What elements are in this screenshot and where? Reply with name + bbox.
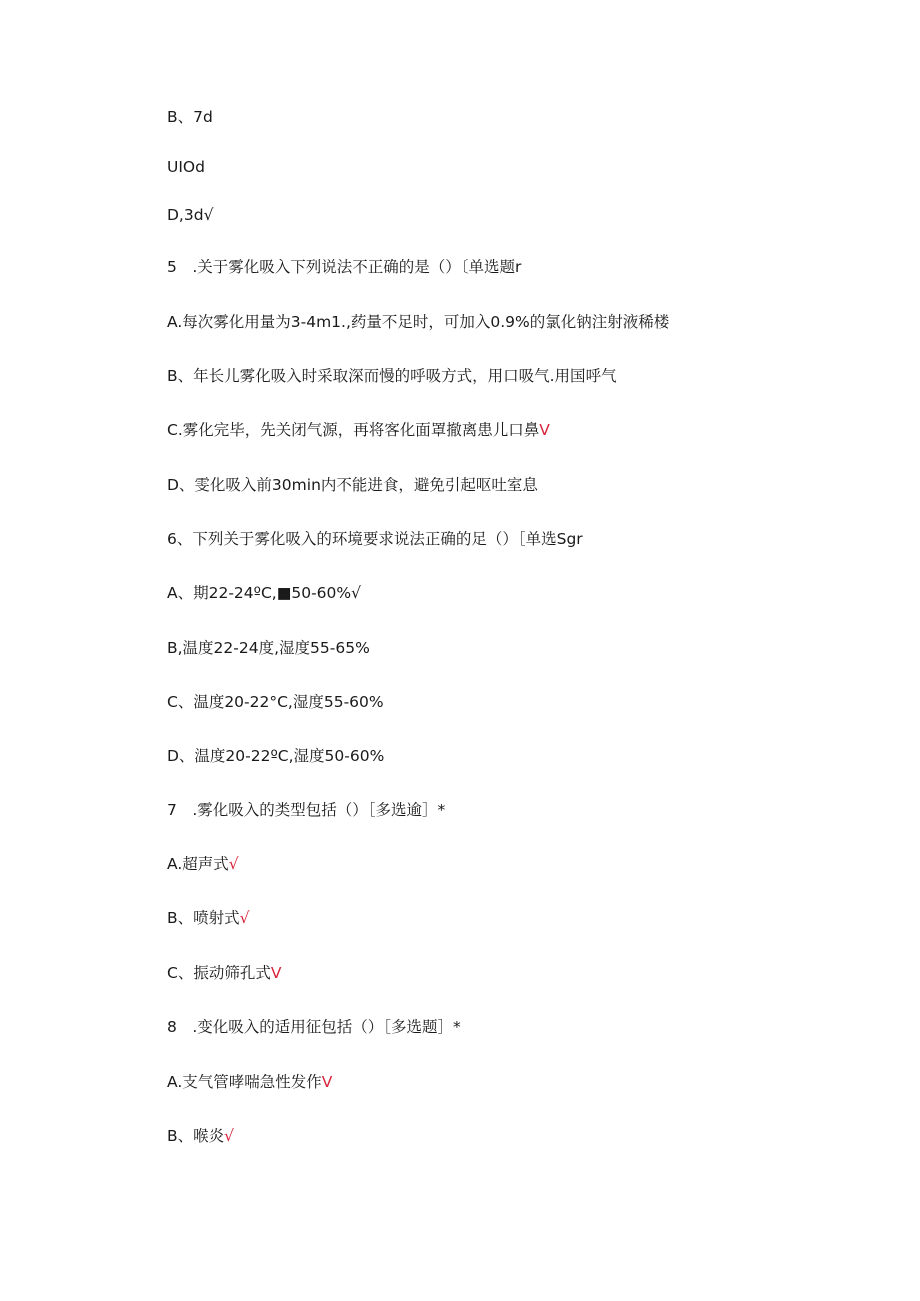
line-text: A.每次雾化用量为3-4m1.,药量不足时，可加入0.9%的氯化钠注射液稀楼 (167, 313, 670, 331)
line-option-c-10d (167, 157, 205, 177)
question-8 (167, 1017, 461, 1037)
line-text: 6、下列关于雾化吸入的环境要求说法正确的足（）［单选Sgr (167, 530, 583, 548)
line-text: 5 .关于雾化吸入下列说法不正确的是（）〔单选题r (167, 258, 522, 276)
check-mark: √ (239, 909, 250, 927)
line-text: B、喷射式 (167, 909, 240, 927)
question-5 (167, 257, 521, 277)
line-text: B、喉炎 (167, 1127, 225, 1145)
line-text: 8 .变化吸入的适用征包括（）［多选题］* (167, 1018, 461, 1036)
check-mark: √ (228, 855, 239, 873)
line-text: C、振动筛孔式 (167, 964, 271, 982)
line-text: C、温度20-22°C,湿度55-60% (167, 693, 384, 711)
question-6 (167, 529, 583, 549)
q5-option-c (167, 420, 550, 440)
check-mark: V (321, 1073, 333, 1091)
q5-option-a (167, 312, 669, 332)
line-text: A.超声式 (167, 855, 229, 873)
line-option-d-3d (167, 205, 213, 225)
q7-option-a (167, 854, 239, 874)
line-text: 7 .雾化吸入的类型包括（）［多选逾］* (167, 801, 446, 819)
check-mark: V (539, 421, 550, 439)
q6-option-c (167, 692, 384, 712)
line-text: D、温度20-22ºC,湿度50-60% (167, 747, 385, 765)
line-text: C.雾化完毕，先关闭气源，再将客化面罩撤离患儿口鼻 (167, 421, 540, 439)
q5-option-b (167, 366, 617, 386)
q6-option-d (167, 746, 384, 766)
q8-option-b (167, 1126, 234, 1146)
q8-option-a (167, 1072, 332, 1092)
check-mark: √ (224, 1127, 235, 1145)
q6-option-a (167, 583, 361, 603)
q7-option-c (167, 963, 281, 983)
q6-option-b (167, 638, 370, 658)
line-text: UIOd (167, 158, 205, 176)
line-text: B、7d (167, 108, 213, 126)
line-text: D,3d√ (167, 206, 214, 224)
question-7 (167, 800, 445, 820)
line-text: D、雯化吸入前30min内不能进食，避免引起呕吐室息 (167, 476, 538, 494)
line-text: B,温度22-24度,湿度55-65% (167, 639, 370, 657)
q7-option-b (167, 908, 250, 928)
line-text: A.支气管哮喘急性发作 (167, 1073, 322, 1091)
line-text: A、期22-24ºC,■50-60%√ (167, 584, 361, 602)
line-text: B、年长儿雾化吸入时采取深而慢的呼吸方式，用口吸气.用国呼气 (167, 367, 617, 385)
line-option-b-7d (167, 107, 213, 127)
check-mark: V (270, 964, 282, 982)
q5-option-d (167, 475, 538, 495)
